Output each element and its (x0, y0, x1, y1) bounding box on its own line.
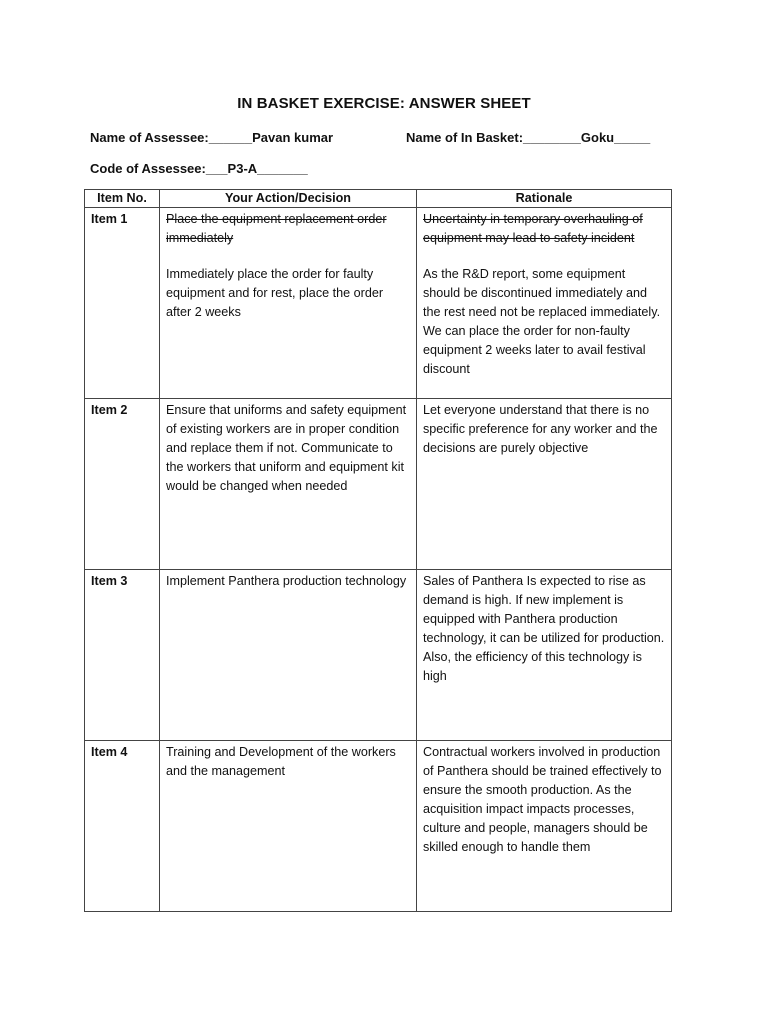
assessee-name-line: Name of Assessee:______Pavan kumar (90, 130, 334, 145)
item-number: Item 1 (85, 208, 160, 399)
rationale-cell (417, 208, 672, 399)
action-cell (160, 208, 417, 399)
action-text: Implement Panthera production technology (160, 570, 417, 741)
basket-name-line: Name of In Basket:________Goku_____ (406, 130, 651, 145)
rationale-text: As the R&D report, some equipment should be discontinued immediately and the rest need not be replaced immediately. We can place the order for non-faulty equipment 2 weeks later to avail festival discount (423, 267, 661, 376)
action-struck-text: Place the equipment replacement order immediately (166, 212, 387, 245)
item-number: Item 2 (85, 399, 160, 570)
assessee-name-label: Name of Assessee: (90, 130, 209, 145)
assessee-code-line: Code of Assessee:___P3-A_______ (90, 161, 308, 176)
page-title: IN BASKET EXERCISE: ANSWER SHEET (237, 95, 531, 112)
assessee-code-value: P3-A (227, 161, 258, 176)
answer-table (84, 189, 672, 912)
basket-name-label: Name of In Basket: (406, 130, 524, 145)
basket-name-value: Goku (580, 130, 615, 145)
rationale-struck-text: Uncertainty in temporary overhauling of equipment may lead to safety incident (423, 212, 643, 245)
table-header-row (85, 190, 672, 208)
header-item-no: Item No. (85, 190, 160, 208)
rationale-text: Let everyone understand that there is no specific preference for any worker and the decisions are purely objective (417, 399, 672, 570)
action-text: Immediately place the order for faulty equipment and for rest, place the order after 2 weeks (166, 267, 384, 319)
assessee-code-label: Code of Assessee: (90, 161, 206, 176)
header-rationale: Rationale (417, 190, 672, 208)
table-row (85, 741, 672, 912)
rationale-text: Sales of Panthera Is expected to rise as demand is high. If new implement is equipped with Panthera production technology, it can be utilized for production. Also, the efficiency of this technology is high (417, 570, 672, 741)
header-action: Your Action/Decision (160, 190, 417, 208)
assessee-name-value: Pavan kumar (252, 130, 334, 145)
action-text: Ensure that uniforms and safety equipment of existing workers are in proper condition and replace them if not. Communicate to the workers that uniform and equipment kit would be changed when needed (160, 399, 417, 570)
table-row (85, 570, 672, 741)
rationale-text: Contractual workers involved in production of Panthera should be trained effectively to ensure the smooth production. As the acquisition impact impacts processes, culture and people, managers should be skilled enough to handle them (417, 741, 672, 912)
action-text: Training and Development of the workers and the management (160, 741, 417, 912)
table-row (85, 208, 672, 399)
item-number: Item 4 (85, 741, 160, 912)
item-number: Item 3 (85, 570, 160, 741)
table-row (85, 399, 672, 570)
